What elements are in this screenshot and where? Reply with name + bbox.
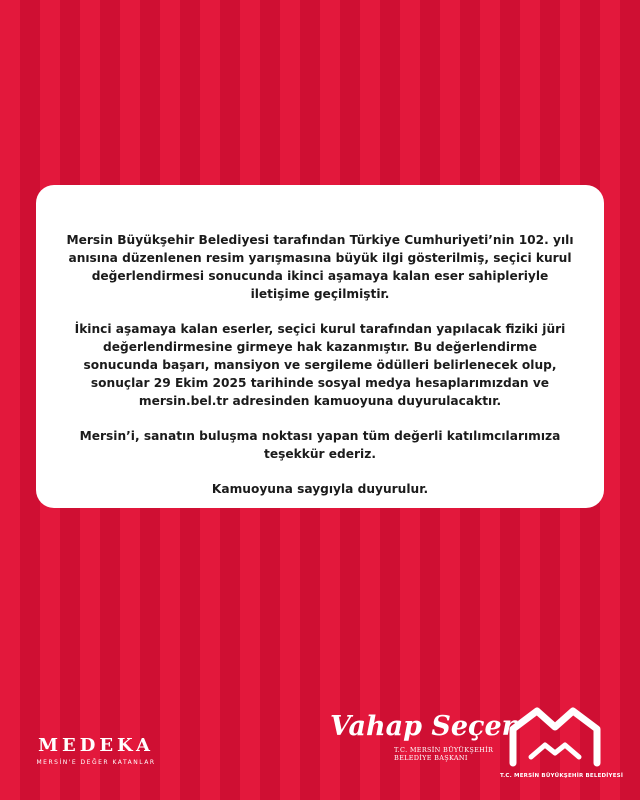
municipality-logo	[500, 705, 624, 779]
paragraph-intro: Mersin Büyükşehir Belediyesi tarafından Türkiye Cumhuriyeti’nin 102. yılı anısına düzenlenen resim yarışmasına büyük ilgi gösterilmiş, seçici kurul değerlendirmesi sonucunda ikinci aşamaya kalan eser sahipleriyle iletişime geçilmiştir.	[66, 233, 574, 301]
medeka-wordmark: MEDEKA	[38, 735, 154, 756]
mayor-signature	[330, 711, 516, 762]
paragraph-closing: Kamuoyuna saygıyla duyurulur.	[211, 482, 429, 496]
announcement-card	[36, 185, 604, 508]
medeka-logo	[32, 735, 160, 766]
mersin-m-logo-icon	[507, 705, 603, 767]
municipality-name: T.C. MERSİN BÜYÜKŞEHİR BELEDİYESİ	[500, 773, 624, 779]
signature-name: Vahap Seçer	[330, 711, 516, 742]
paragraph-evaluation: İkinci aşamaya kalan eserler, seçici kurul tarafından yapılacak fiziki jüri değerlendirmesine girmeye hak kazanmıştır. Bu değerlendirme sonucunda başarı, mansiyon ve sergileme ödülleri belirlenecek olup, sonuçlar 29 Ekim 2025 tarihinde sosyal medya hesaplarımızdan ve mersin.bel.tr adresinden kamuoyuna duyurulacaktır.	[74, 322, 566, 408]
signature-title: T.C. MERSİN BÜYÜKŞEHİR BELEDİYE BAŞKANI	[394, 746, 494, 762]
paragraph-thanks: Mersin’i, sanatın buluşma noktası yapan tüm değerli katılımcılarımıza teşekkür ederiz.	[79, 429, 561, 461]
medeka-tagline: MERSİN'E DEĞER KATANLAR	[36, 759, 156, 766]
